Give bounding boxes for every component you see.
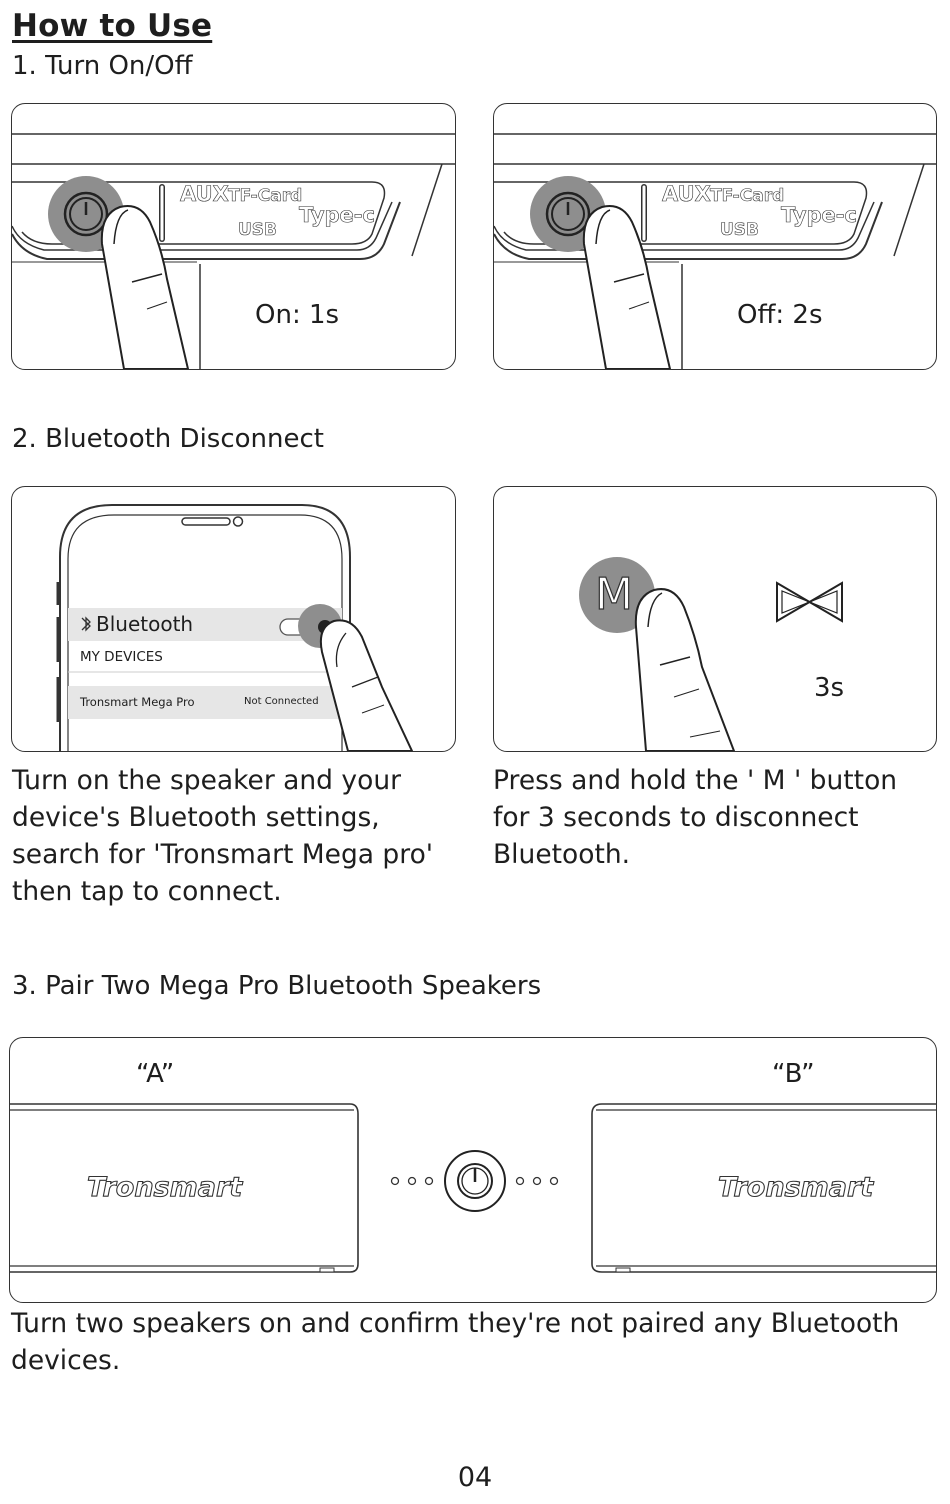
turn-on-illustration [12,104,455,369]
m-button-panel [493,486,937,752]
m-button-label: M [595,569,633,620]
on-duration-caption: On: 1s [255,300,340,330]
connect-instructions: Turn on the speaker and your device's Bluetooth settings, search for 'Tronsmart Mega pro' then tap to connect. [12,765,434,907]
type-c-port-label: Type-c [299,203,375,227]
type-c-port-label: Type-c [781,203,857,227]
speaker-a-label: “A” [136,1059,175,1089]
pairing-panel [9,1037,937,1303]
device-status: Not Connected [244,696,319,707]
page-title: How to Use [12,8,213,44]
usb-port-label: USB [238,220,278,240]
disconnect-instructions: Press and hold the ' M ' button for 3 seconds to disconnect Bluetooth. [493,765,898,870]
section-3-heading: 3. Pair Two Mega Pro Bluetooth Speakers [12,971,542,1001]
turn-on-panel [11,103,456,370]
turn-off-panel [493,103,937,370]
speaker-b-brand: Tronsmart [718,1172,874,1203]
aux-port-label: AUX [662,182,711,206]
phone-illustration [12,487,455,751]
speaker-b-label: “B” [772,1059,815,1089]
usb-port-label: USB [720,220,760,240]
page-number: 04 [457,1462,493,1493]
hold-time-caption: 3s [814,673,845,703]
off-duration-caption: Off: 2s [737,300,823,330]
speaker-a-brand: Tronsmart [87,1172,243,1203]
bluetooth-settings-panel [11,486,456,752]
tf-card-port-label: TF-Card [710,186,785,206]
aux-port-label: AUX [180,182,229,206]
bluetooth-setting-label: Bluetooth [96,612,194,636]
m-button-illustration [494,487,936,751]
section-2-heading: 2. Bluetooth Disconnect [12,424,324,454]
pairing-instructions: Turn two speakers on and confirm they're not paired any Bluetooth devices. [11,1308,900,1376]
device-name: Tronsmart Mega Pro [80,695,195,709]
section-1-heading: 1. Turn On/Off [12,51,193,81]
my-devices-label: MY DEVICES [80,649,163,665]
tf-card-port-label: TF-Card [228,186,303,206]
turn-off-illustration [494,104,936,369]
